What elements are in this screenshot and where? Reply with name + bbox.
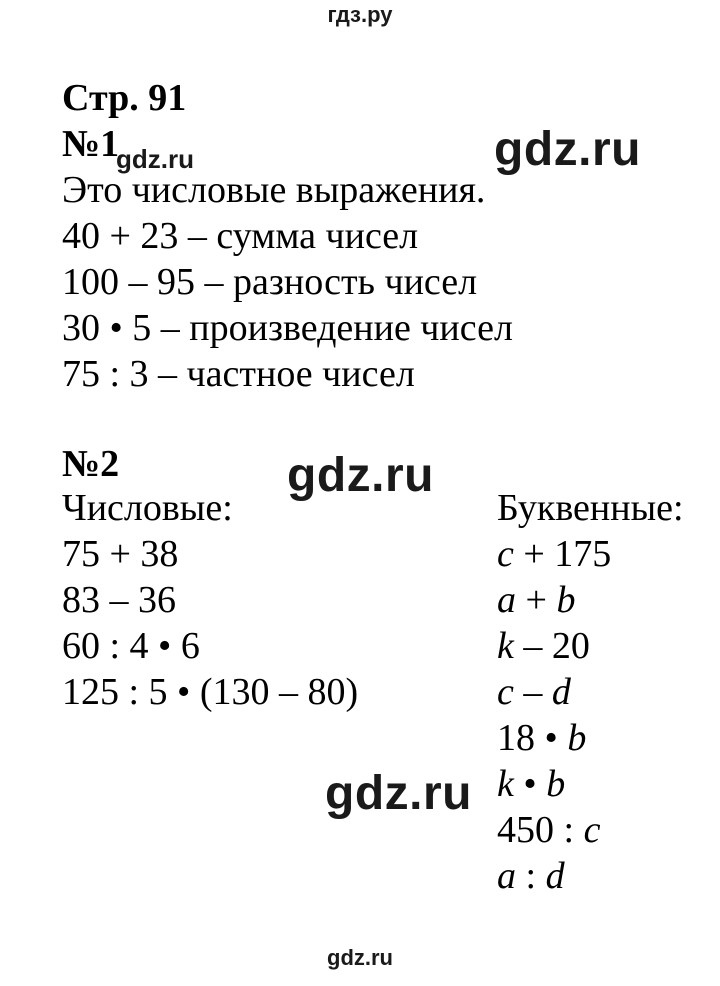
watermark-big: gdz.ru	[494, 123, 641, 176]
watermark-big: gdz.ru	[287, 449, 434, 502]
numeric-expression: 125 : 5 • (130 – 80)	[62, 671, 359, 713]
watermark-top: гдз.ру	[327, 2, 393, 27]
literal-expression: c – d	[497, 671, 571, 713]
literal-expression: a + b	[497, 579, 576, 621]
literal-expression: 18 • b	[497, 717, 587, 759]
watermark-small: gdz.ru	[116, 144, 194, 174]
literal-expression: k – 20	[497, 625, 590, 667]
watermark-bottom: gdz.ru	[327, 945, 393, 970]
task2-number: №2	[62, 443, 120, 485]
literal-expression: 450 : c	[497, 809, 601, 851]
task1-line: 40 + 23 – сумма чисел	[62, 215, 419, 257]
task1-line: 100 – 95 – разность чисел	[62, 261, 478, 303]
page-heading: Стр. 91	[62, 77, 187, 119]
task1-line: Это числовые выражения.	[62, 169, 486, 211]
numeric-expression: 60 : 4 • 6	[62, 625, 200, 667]
numeric-expression: 75 + 38	[62, 533, 179, 575]
task1-number: №1	[62, 123, 120, 165]
literal-expression: c + 175	[497, 533, 612, 575]
literal-expression: k • b	[497, 763, 566, 805]
task1-line: 75 : 3 – частное чисел	[62, 353, 415, 395]
literal-header: Буквенные:	[497, 487, 684, 529]
literal-expression: a : d	[497, 855, 565, 897]
numeric-header: Числовые:	[62, 487, 233, 529]
task1-line: 30 • 5 – произведение чисел	[62, 307, 513, 349]
watermark-big: gdz.ru	[325, 767, 472, 820]
numeric-expression: 83 – 36	[62, 579, 176, 621]
